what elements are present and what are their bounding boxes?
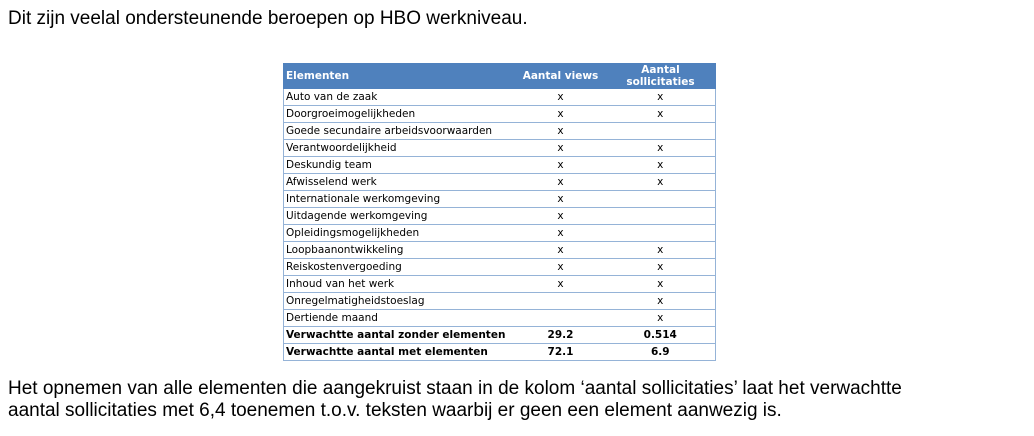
sollicitaties-cell: x <box>606 242 716 259</box>
views-cell: x <box>516 157 606 174</box>
sollicitaties-cell <box>606 123 716 140</box>
views-cell: 29.2 <box>516 327 606 344</box>
table-row <box>284 89 716 106</box>
table-body <box>284 89 716 361</box>
table-row <box>284 225 716 242</box>
views-cell: x <box>516 208 606 225</box>
element-name-cell: Opleidingsmogelijkheden <box>284 225 516 242</box>
element-name-cell: Deskundig team <box>284 157 516 174</box>
sollicitaties-cell: x <box>606 174 716 191</box>
sollicitaties-cell: x <box>606 293 716 310</box>
element-name-cell: Reiskostenvergoeding <box>284 259 516 276</box>
views-cell: x <box>516 106 606 123</box>
views-cell: x <box>516 89 606 106</box>
table-header-row <box>284 64 716 89</box>
views-cell: x <box>516 191 606 208</box>
intro-text: Dit zijn veelal ondersteunende beroepen op HBO werkniveau. <box>8 8 528 29</box>
table-row <box>284 140 716 157</box>
views-cell: x <box>516 276 606 293</box>
element-name-cell: Goede secundaire arbeidsvoorwaarden <box>284 123 516 140</box>
element-name-cell: Verantwoordelijkheid <box>284 140 516 157</box>
element-name-cell: Dertiende maand <box>284 310 516 327</box>
table-row <box>284 242 716 259</box>
element-name-cell: Inhoud van het werk <box>284 276 516 293</box>
views-cell: x <box>516 259 606 276</box>
summary-row <box>284 344 716 361</box>
sollicitaties-cell: 0.514 <box>606 327 716 344</box>
sollicitaties-cell <box>606 208 716 225</box>
summary-row <box>284 327 716 344</box>
element-name-cell: Onregelmatigheidstoeslag <box>284 293 516 310</box>
views-cell <box>516 310 606 327</box>
elements-table-container <box>283 63 715 361</box>
table-row <box>284 208 716 225</box>
element-name-cell: Afwisselend werk <box>284 174 516 191</box>
table-row <box>284 174 716 191</box>
table-row <box>284 293 716 310</box>
table-row <box>284 259 716 276</box>
elements-table <box>283 63 716 361</box>
sollicitaties-cell: x <box>606 106 716 123</box>
element-name-cell: Doorgroeimogelijkheden <box>284 106 516 123</box>
element-name-cell: Loopbaanontwikkeling <box>284 242 516 259</box>
element-name-cell: Verwachtte aantal zonder elementen <box>284 327 516 344</box>
conclusion-line-1: Het opnemen van alle elementen die aangekruist staan in de kolom ‘aantal sollicitaties’ laat het verwachtte <box>8 378 902 399</box>
sollicitaties-cell: 6.9 <box>606 344 716 361</box>
table-row <box>284 276 716 293</box>
views-cell: 72.1 <box>516 344 606 361</box>
sollicitaties-cell: x <box>606 276 716 293</box>
element-name-cell: Verwachtte aantal met elementen <box>284 344 516 361</box>
sollicitaties-cell: x <box>606 140 716 157</box>
views-cell: x <box>516 123 606 140</box>
table-row <box>284 106 716 123</box>
column-header-aantal-views: Aantal views <box>516 64 606 89</box>
element-name-cell: Internationale werkomgeving <box>284 191 516 208</box>
table-row <box>284 310 716 327</box>
table-row <box>284 191 716 208</box>
views-cell: x <box>516 242 606 259</box>
sollicitaties-cell: x <box>606 310 716 327</box>
views-cell: x <box>516 225 606 242</box>
views-cell <box>516 293 606 310</box>
element-name-cell: Uitdagende werkomgeving <box>284 208 516 225</box>
views-cell: x <box>516 174 606 191</box>
sollicitaties-cell <box>606 225 716 242</box>
column-header-elementen: Elementen <box>284 64 516 89</box>
column-header-aantal-sollicitaties: Aantal sollicitaties <box>606 64 716 89</box>
sollicitaties-cell <box>606 191 716 208</box>
element-name-cell: Auto van de zaak <box>284 89 516 106</box>
views-cell: x <box>516 140 606 157</box>
conclusion-line-2: aantal sollicitaties met 6,4 toenemen t.o.v. teksten waarbij er geen een element aanwezig is. <box>8 400 782 421</box>
table-row <box>284 123 716 140</box>
sollicitaties-cell: x <box>606 157 716 174</box>
conclusion-text <box>8 378 902 422</box>
sollicitaties-cell: x <box>606 259 716 276</box>
sollicitaties-cell: x <box>606 89 716 106</box>
table-row <box>284 157 716 174</box>
